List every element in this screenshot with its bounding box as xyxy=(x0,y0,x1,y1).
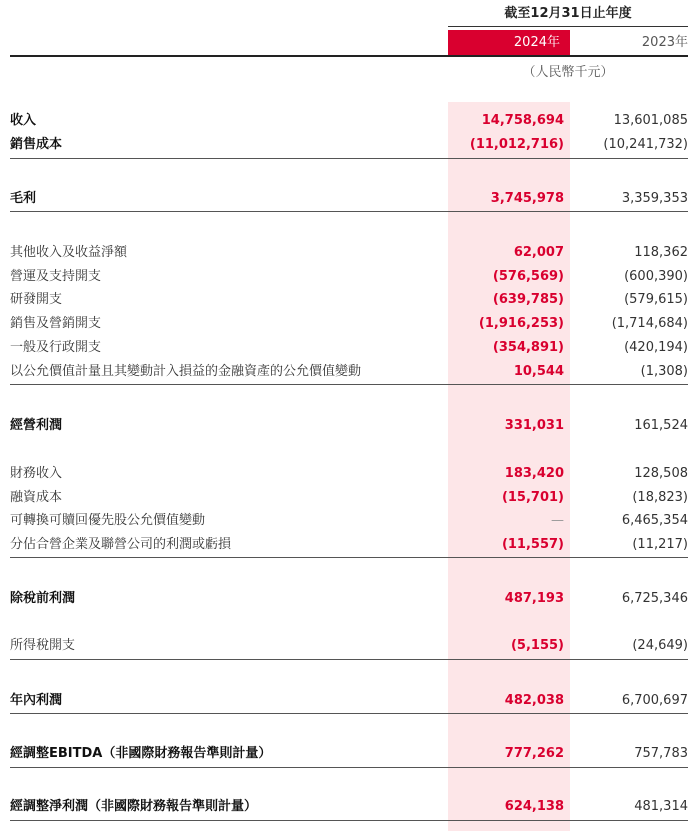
period-header: 截至12月31日止年度 xyxy=(504,6,632,21)
value-2024: (15,701) xyxy=(501,490,564,505)
value-2023: (24,649) xyxy=(632,638,688,653)
row-selling-marketing-expenses xyxy=(10,312,688,336)
value-2023: (1,714,684) xyxy=(611,316,688,331)
value-2024: (576,569) xyxy=(492,269,564,284)
header-divider xyxy=(448,26,688,27)
row-income-tax xyxy=(10,634,688,658)
value-2024: 10,544 xyxy=(513,364,564,379)
row-label: 年內利潤 xyxy=(10,693,63,708)
row-profit-before-tax xyxy=(10,587,688,611)
row-label: 可轉換可贖回優先股公允價值變動 xyxy=(10,513,206,528)
value-2024: (11,557) xyxy=(501,537,564,552)
value-2023: 128,508 xyxy=(634,466,688,481)
value-2024: 183,420 xyxy=(504,466,564,481)
value-2024: 62,007 xyxy=(513,245,564,260)
value-2024: 14,758,694 xyxy=(481,113,564,128)
divider xyxy=(10,384,688,385)
value-2023: 481,314 xyxy=(634,799,688,814)
value-2024: 624,138 xyxy=(504,799,564,814)
value-2024: 3,745,978 xyxy=(490,191,564,206)
row-adjusted-net-profit xyxy=(10,795,688,819)
row-label: 研發開支 xyxy=(10,292,63,307)
row-label: 分佔合營企業及聯營公司的利潤或虧損 xyxy=(10,537,232,552)
row-operating-profit xyxy=(10,414,688,438)
value-2024: 482,038 xyxy=(504,693,564,708)
value-2023: (420,194) xyxy=(624,340,688,355)
divider xyxy=(10,767,688,768)
unit-note: （人民幣千元） xyxy=(522,65,614,80)
row-label: 經調整淨利潤（非國際財務報告準則計量） xyxy=(10,799,258,814)
value-2023: (1,308) xyxy=(640,364,688,379)
row-fair-value-change-financial-assets xyxy=(10,360,688,384)
value-2023: (10,241,732) xyxy=(603,137,688,152)
value-2024: (11,012,716) xyxy=(469,137,564,152)
value-2024: — xyxy=(551,513,564,528)
row-profit-for-year xyxy=(10,689,688,713)
row-rnd-expenses xyxy=(10,288,688,312)
value-2023: 118,362 xyxy=(634,245,688,260)
row-share-of-jv-associates xyxy=(10,533,688,557)
value-2023: 3,359,353 xyxy=(621,191,688,206)
value-2023: (600,390) xyxy=(624,269,688,284)
row-finance-income xyxy=(10,462,688,486)
row-label: 營運及支持開支 xyxy=(10,269,102,284)
row-revenue xyxy=(10,109,688,133)
value-2023: 161,524 xyxy=(634,418,688,433)
value-2024: 487,193 xyxy=(504,591,564,606)
row-adjusted-ebitda xyxy=(10,742,688,766)
row-label: 銷售成本 xyxy=(10,137,63,152)
row-label: 除稅前利潤 xyxy=(10,591,76,606)
value-2024: (354,891) xyxy=(492,340,564,355)
value-2024: 331,031 xyxy=(504,418,564,433)
year-2024-header: 2024年 xyxy=(448,30,570,55)
row-label: 經調整EBITDA（非國際財務報告準則計量） xyxy=(10,746,272,761)
header-bottom-rule xyxy=(10,55,688,57)
row-label: 毛利 xyxy=(10,191,37,206)
year-2023-header: 2023年 xyxy=(641,35,688,50)
row-label: 經營利潤 xyxy=(10,418,63,433)
row-gross-profit xyxy=(10,187,688,211)
row-operations-support-expenses xyxy=(10,265,688,289)
row-label: 融資成本 xyxy=(10,490,63,505)
value-2023: 13,601,085 xyxy=(613,113,688,128)
row-label: 以公允價值計量且其變動計入損益的金融資產的公允價值變動 xyxy=(10,364,362,379)
row-label: 一般及行政開支 xyxy=(10,340,102,355)
value-2023: (18,823) xyxy=(632,490,688,505)
divider xyxy=(10,211,688,212)
row-other-income xyxy=(10,241,688,265)
value-2024: (639,785) xyxy=(492,292,564,307)
row-label: 銷售及營銷開支 xyxy=(10,316,102,331)
row-finance-costs xyxy=(10,486,688,510)
row-label: 財務收入 xyxy=(10,466,63,481)
value-2023: 6,700,697 xyxy=(621,693,688,708)
value-2023: 757,783 xyxy=(634,746,688,761)
value-2023: (579,615) xyxy=(624,292,688,307)
row-label: 所得稅開支 xyxy=(10,638,76,653)
divider xyxy=(10,557,688,558)
row-label: 收入 xyxy=(10,113,37,128)
value-2023: 6,725,346 xyxy=(621,591,688,606)
divider xyxy=(10,659,688,660)
row-preferred-shares-fair-value-change xyxy=(10,509,688,533)
value-2024: (5,155) xyxy=(510,638,564,653)
row-label: 其他收入及收益淨額 xyxy=(10,245,128,260)
divider xyxy=(10,158,688,159)
row-general-admin-expenses xyxy=(10,336,688,360)
value-2024: 777,262 xyxy=(504,746,564,761)
divider xyxy=(10,820,688,821)
divider xyxy=(10,713,688,714)
value-2024: (1,916,253) xyxy=(478,316,564,331)
row-cost-of-sales xyxy=(10,133,688,157)
value-2023: 6,465,354 xyxy=(621,513,688,528)
value-2023: (11,217) xyxy=(632,537,688,552)
